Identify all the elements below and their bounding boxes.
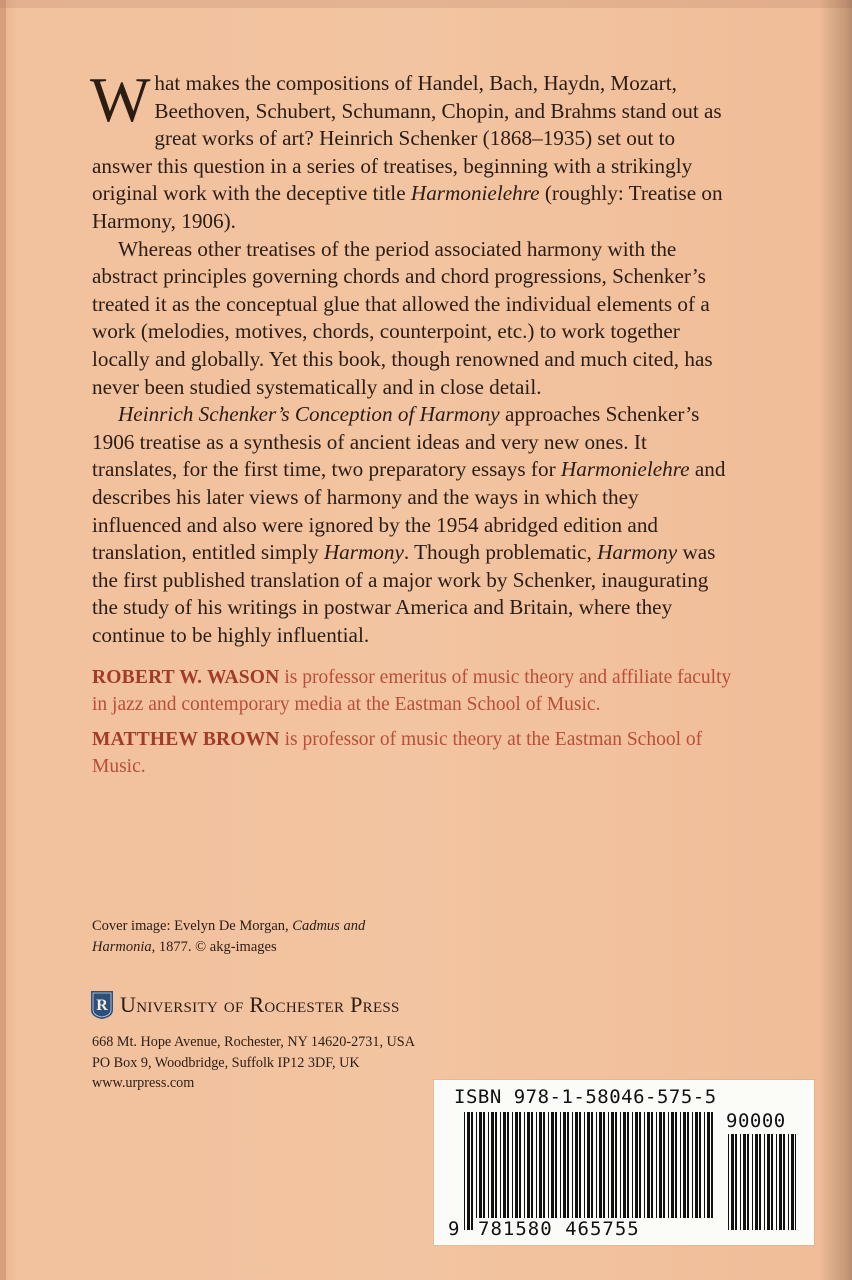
- cover-left-edge: [0, 0, 6, 1280]
- address-line: PO Box 9, Woodbridge, Suffolk IP12 3DF, UK: [92, 1054, 360, 1071]
- author-bio-text: is professor of music theory at the Eastman School of Music.: [92, 729, 703, 777]
- barcode-bar: [611, 1112, 614, 1230]
- barcode-bar: [795, 1134, 796, 1230]
- barcode-bar: [548, 1112, 549, 1230]
- publisher-imprint: [90, 985, 400, 1025]
- blurb: [90, 64, 732, 649]
- barcode-bar: [699, 1112, 701, 1230]
- barcode-bar: [707, 1112, 710, 1230]
- barcode-bar: [764, 1134, 765, 1230]
- barcode-bar: [627, 1112, 629, 1230]
- barcode-bar: [759, 1134, 761, 1230]
- barcode-bar: [539, 1112, 542, 1230]
- barcode-bar: [591, 1112, 593, 1230]
- credit-prefix: Cover image: Evelyn De Morgan,: [92, 918, 293, 934]
- blurb-p3-text-c: . Though problematic,: [403, 540, 598, 565]
- credit-suffix: , 1877. © akg-images: [151, 939, 277, 955]
- barcode-bar: [752, 1134, 753, 1230]
- barcode-bar: [735, 1134, 737, 1230]
- barcode-bar: [767, 1134, 770, 1230]
- barcode-bar: [560, 1112, 561, 1230]
- barcode-bar: [603, 1112, 605, 1230]
- barcode-bar: [527, 1112, 530, 1230]
- author-bio-brown: [92, 726, 732, 780]
- blurb-p1-title: Harmonielehre: [410, 181, 540, 206]
- barcode-bar: [668, 1112, 669, 1230]
- barcode-bar: [644, 1112, 645, 1230]
- barcode-bar: [651, 1112, 653, 1230]
- barcode-bar: [476, 1112, 477, 1230]
- barcode-bar: [755, 1134, 758, 1230]
- blurb-p1-text: hat makes the compositions of Handel, Bach, Haydn, Mozart, Beethoven, Schubert, Schumann, Chopin, and Brahms stand out as great works of art? Heinrich Schenker (1868–1935) set out to answer this question in a series of treatises, beginning with a strikingly original work with the deceptive title: [92, 71, 722, 206]
- barcode-bar: [495, 1112, 497, 1230]
- blurb-p1-tail: (roughly: Treatise on Harmony, 1906).: [92, 181, 723, 233]
- blurb-p3-title-a: Harmonielehre: [560, 457, 690, 482]
- barcode-bar: [512, 1112, 513, 1230]
- barcode-bar: [491, 1112, 494, 1230]
- blurb-paragraph-3: [92, 401, 732, 649]
- barcode-bar: [507, 1112, 509, 1230]
- publisher-address: [92, 1032, 472, 1094]
- price-code: 90000: [726, 1110, 786, 1132]
- barcode-bar: [692, 1112, 693, 1230]
- barcode-bar: [695, 1112, 698, 1230]
- barcode-bar: [467, 1112, 470, 1230]
- barcode-bar: [519, 1112, 521, 1230]
- barcode-bar: [779, 1134, 782, 1230]
- blurb-p3-text-a: approaches Schenker’s 1906 treatise as a synthesis of ancient ideas and very new ones. It translates, for the first time, two preparatory essays for: [92, 402, 700, 482]
- barcode-bar: [683, 1112, 686, 1230]
- barcode-bar: [680, 1112, 681, 1230]
- barcode-bar: [524, 1112, 525, 1230]
- author-name: MATTHEW BROWN: [92, 729, 280, 750]
- blurb-p3-title-b: Harmony: [323, 540, 404, 565]
- barcode-bar: [791, 1134, 794, 1230]
- ean-digits: 781580 465755: [474, 1218, 718, 1240]
- isbn-barcode: [434, 1080, 814, 1245]
- publisher-logo-icon: [90, 990, 114, 1020]
- publisher-website: www.urpress.com: [92, 1075, 195, 1091]
- drop-cap: W: [90, 64, 151, 135]
- blurb-p3-text-d: was the first published translation of a major work by Schenker, inaugurating the study of his writings in postwar America and Britain, where they continue to be highly influential.: [92, 540, 716, 647]
- barcode-bar: [596, 1112, 597, 1230]
- barcode-bar: [599, 1112, 602, 1230]
- barcode-bar: [711, 1112, 713, 1230]
- blurb-p3-title-c: Harmony: [597, 540, 678, 565]
- author-bios: [92, 664, 732, 788]
- author-bio-text: is professor emeritus of music theory and affiliate faculty in jazz and contemporary media at the Eastman School of Music.: [92, 667, 732, 715]
- blurb-p3-text-b: and describes his later views of harmony and the ways in which they influenced and also were ignored by the 1954 abridged edition and translation, entitled simply: [92, 457, 726, 565]
- barcode-bar: [615, 1112, 617, 1230]
- barcode-bar: [500, 1112, 501, 1230]
- barcode-bar: [584, 1112, 585, 1230]
- cover-spine-shadow: [818, 0, 852, 1280]
- barcode-bar: [743, 1134, 746, 1230]
- barcode-bar: [747, 1134, 749, 1230]
- blurb-paragraph-1: [90, 64, 732, 236]
- barcode-bar: [531, 1112, 533, 1230]
- barcode-bar: [555, 1112, 557, 1230]
- barcode-bar: [567, 1112, 569, 1230]
- publisher-name: University of Rochester Press: [120, 992, 400, 1017]
- barcode-bar: [623, 1112, 626, 1230]
- barcode-bar: [503, 1112, 506, 1230]
- barcode-bar: [543, 1112, 545, 1230]
- barcode-bar: [771, 1134, 773, 1230]
- barcode-bar: [639, 1112, 641, 1230]
- barcode-bar: [551, 1112, 554, 1230]
- address-line: 668 Mt. Hope Avenue, Rochester, NY 14620-2731, USA: [92, 1034, 415, 1050]
- barcode-bar: [659, 1112, 662, 1230]
- barcode-bar: [647, 1112, 650, 1230]
- barcode-bar: [515, 1112, 518, 1230]
- barcode-bar: [663, 1112, 665, 1230]
- blurb-paragraph-2: Whereas other treatises of the period associated harmony with the abstract principles governing chords and chord progressions, Schenker’s treated it as the conceptual glue that allowed the individual elements of a work (melodies, motives, chords, counterpoint, etc.) to work together locally and globally. Yet this book, though renowned and much cited, has never been studied systematically and in close detail.: [92, 236, 713, 399]
- barcode-bar: [783, 1134, 785, 1230]
- book-title: Heinrich Schenker’s Conception of Harmony: [118, 402, 500, 427]
- barcode-bar: [575, 1112, 578, 1230]
- barcode-bar: [572, 1112, 573, 1230]
- barcode-bar: [608, 1112, 609, 1230]
- barcode-bar: [632, 1112, 633, 1230]
- barcode-bar: [479, 1112, 482, 1230]
- barcode-bar: [675, 1112, 677, 1230]
- barcode-bar: [731, 1134, 734, 1230]
- credit-title: Cadmus and Harmonia: [92, 918, 366, 955]
- barcode-bar: [656, 1112, 657, 1230]
- cover-image-credit: [92, 916, 392, 958]
- ean-first-digit: 9: [448, 1218, 460, 1240]
- barcode-bar: [483, 1112, 485, 1230]
- barcode-bar: [776, 1134, 777, 1230]
- publisher-logo-letter: R: [96, 997, 108, 1014]
- barcode-bar: [536, 1112, 537, 1230]
- author-name: ROBERT W. WASON: [92, 667, 280, 688]
- barcode-bar: [740, 1134, 741, 1230]
- barcode-bar: [471, 1112, 473, 1230]
- barcode-bar: [635, 1112, 638, 1230]
- cover-top-edge: [0, 0, 852, 8]
- barcode-bar: [587, 1112, 590, 1230]
- author-bio-wason: [92, 664, 732, 718]
- barcode-bar: [488, 1112, 489, 1230]
- barcode-bar: [671, 1112, 674, 1230]
- barcode-bar: [464, 1112, 465, 1230]
- barcode-bar: [704, 1112, 705, 1230]
- isbn-label: ISBN 978-1-58046-575-5: [454, 1086, 717, 1108]
- barcode-bar: [579, 1112, 581, 1230]
- barcode-bar: [563, 1112, 566, 1230]
- barcode-bar: [687, 1112, 689, 1230]
- barcode-bar: [788, 1134, 789, 1230]
- barcode-bar: [620, 1112, 621, 1230]
- barcode-bar: [728, 1134, 729, 1230]
